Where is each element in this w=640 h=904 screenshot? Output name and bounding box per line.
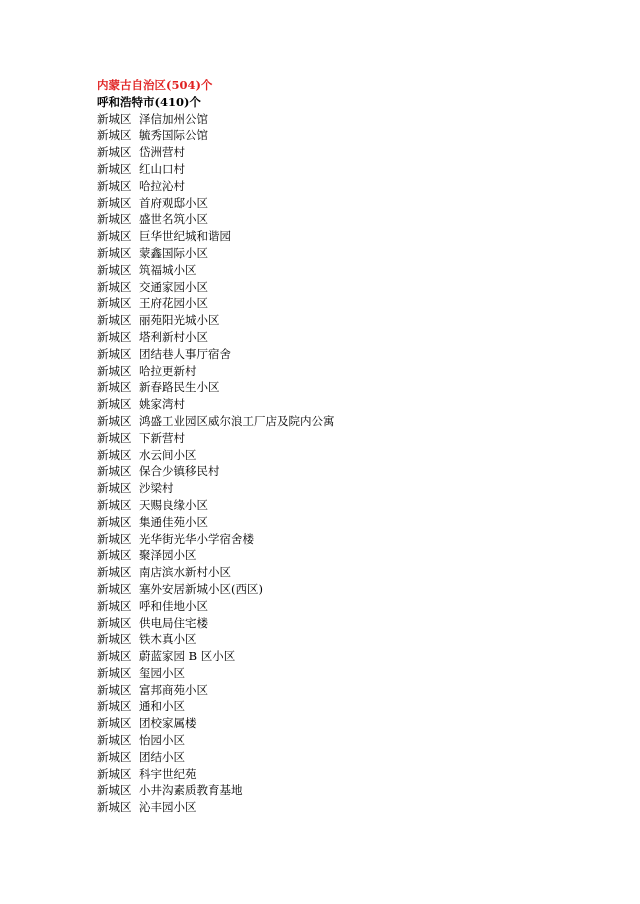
community-name: 盛世名筑小区	[139, 212, 208, 227]
list-item	[97, 396, 617, 413]
list-item	[97, 144, 617, 161]
district-label: 新城区	[97, 481, 132, 496]
district-label: 新城区	[97, 649, 132, 664]
district-label: 新城区	[97, 346, 132, 361]
community-name: 水云间小区	[139, 447, 197, 462]
community-name: 通和小区	[139, 699, 185, 714]
community-name: 沙梁村	[139, 481, 174, 496]
community-name: 天赐良缘小区	[139, 497, 208, 512]
community-name: 铁木真小区	[139, 632, 197, 647]
district-label: 新城区	[97, 464, 132, 479]
district-label: 新城区	[97, 413, 132, 428]
district-label: 新城区	[97, 749, 132, 764]
list-item	[97, 430, 617, 447]
district-label: 新城区	[97, 245, 132, 260]
list-item	[97, 547, 617, 564]
community-name: 姚家湾村	[139, 397, 185, 412]
document-body	[97, 77, 617, 816]
community-name: 丽苑阳光城小区	[139, 313, 220, 328]
community-name: 哈拉更新村	[139, 363, 197, 378]
list-item	[97, 413, 617, 430]
list-item	[97, 631, 617, 648]
district-label: 新城区	[97, 380, 132, 395]
list-item	[97, 228, 617, 245]
community-name: 保合少镇移民村	[139, 464, 220, 479]
district-label: 新城区	[97, 632, 132, 647]
district-label: 新城区	[97, 733, 132, 748]
community-name: 巨华世纪城和谐园	[139, 229, 231, 244]
district-label: 新城区	[97, 178, 132, 193]
district-label: 新城区	[97, 111, 132, 126]
community-name: 新春路民生小区	[139, 380, 220, 395]
community-name: 供电局住宅楼	[139, 615, 208, 630]
community-name: 哈拉沁村	[139, 178, 185, 193]
community-name: 富邦商苑小区	[139, 682, 208, 697]
district-label: 新城区	[97, 145, 132, 160]
community-name: 蔚蓝家园 B 区小区	[139, 649, 236, 664]
district-label: 新城区	[97, 716, 132, 731]
list-item	[97, 749, 617, 766]
community-name: 蒙鑫国际小区	[139, 245, 208, 260]
list-item	[97, 245, 617, 262]
list-item	[97, 682, 617, 699]
district-label: 新城区	[97, 313, 132, 328]
list-item	[97, 379, 617, 396]
entry-list	[97, 111, 617, 816]
community-name: 王府花园小区	[139, 296, 208, 311]
community-name: 怡园小区	[139, 733, 185, 748]
district-label: 新城区	[97, 581, 132, 596]
district-label: 新城区	[97, 665, 132, 680]
district-label: 新城区	[97, 195, 132, 210]
community-name: 下新营村	[139, 430, 185, 445]
list-item	[97, 211, 617, 228]
list-item	[97, 665, 617, 682]
list-item	[97, 514, 617, 531]
list-item	[97, 732, 617, 749]
list-item	[97, 766, 617, 783]
district-label: 新城区	[97, 279, 132, 294]
district-label: 新城区	[97, 229, 132, 244]
community-name: 首府观邸小区	[139, 195, 208, 210]
list-item	[97, 279, 617, 296]
list-item	[97, 262, 617, 279]
district-label: 新城区	[97, 447, 132, 462]
district-label: 新城区	[97, 430, 132, 445]
list-item	[97, 463, 617, 480]
list-item	[97, 598, 617, 615]
district-label: 新城区	[97, 262, 132, 277]
district-label: 新城区	[97, 128, 132, 143]
community-name: 团结巷人事厅宿舍	[139, 346, 231, 361]
list-item	[97, 178, 617, 195]
district-label: 新城区	[97, 497, 132, 512]
district-label: 新城区	[97, 329, 132, 344]
list-item	[97, 127, 617, 144]
community-name: 筑福城小区	[139, 262, 197, 277]
district-label: 新城区	[97, 397, 132, 412]
list-item	[97, 363, 617, 380]
district-label: 新城区	[97, 615, 132, 630]
list-item	[97, 715, 617, 732]
community-name: 毓秀国际公馆	[139, 128, 208, 143]
district-label: 新城区	[97, 212, 132, 227]
community-name: 沁丰园小区	[139, 800, 197, 815]
district-label: 新城区	[97, 766, 132, 781]
list-item	[97, 531, 617, 548]
list-item	[97, 581, 617, 598]
community-name: 团校家属楼	[139, 716, 197, 731]
district-label: 新城区	[97, 161, 132, 176]
community-name: 科宇世纪苑	[139, 766, 197, 781]
list-item	[97, 564, 617, 581]
community-name: 光华街光华小学宿舍楼	[139, 531, 254, 546]
district-label: 新城区	[97, 783, 132, 798]
city-heading: 呼和浩特市(410)个	[97, 94, 201, 109]
list-item	[97, 329, 617, 346]
district-label: 新城区	[97, 514, 132, 529]
community-name: 鸿盛工业园区威尔浪工厂店及院内公寓	[139, 413, 335, 428]
district-label: 新城区	[97, 565, 132, 580]
district-label: 新城区	[97, 531, 132, 546]
community-name: 塔利新村小区	[139, 329, 208, 344]
region-heading: 内蒙古自治区(504)个	[97, 78, 213, 92]
list-item	[97, 799, 617, 816]
district-label: 新城区	[97, 699, 132, 714]
district-label: 新城区	[97, 296, 132, 311]
community-name: 南店滨水新村小区	[139, 565, 231, 580]
community-name: 玺园小区	[139, 665, 185, 680]
community-name: 塞外安居新城小区(西区)	[139, 581, 263, 596]
community-name: 小井沟素质教育基地	[139, 783, 243, 798]
community-name: 集通佳苑小区	[139, 514, 208, 529]
list-item	[97, 698, 617, 715]
list-item	[97, 161, 617, 178]
community-name: 交通家园小区	[139, 279, 208, 294]
district-label: 新城区	[97, 548, 132, 563]
list-item	[97, 447, 617, 464]
list-item	[97, 195, 617, 212]
list-item	[97, 480, 617, 497]
list-item	[97, 312, 617, 329]
district-label: 新城区	[97, 682, 132, 697]
district-label: 新城区	[97, 598, 132, 613]
district-label: 新城区	[97, 800, 132, 815]
list-item	[97, 497, 617, 514]
community-name: 红山口村	[139, 161, 185, 176]
district-label: 新城区	[97, 363, 132, 378]
list-item	[97, 782, 617, 799]
list-item	[97, 295, 617, 312]
list-item	[97, 346, 617, 363]
community-name: 泽信加州公馆	[139, 111, 208, 126]
list-item	[97, 615, 617, 632]
list-item	[97, 648, 617, 665]
community-name: 聚泽园小区	[139, 548, 197, 563]
community-name: 团结小区	[139, 749, 185, 764]
community-name: 呼和佳地小区	[139, 598, 208, 613]
community-name: 岱洲营村	[139, 145, 185, 160]
list-item	[97, 111, 617, 128]
